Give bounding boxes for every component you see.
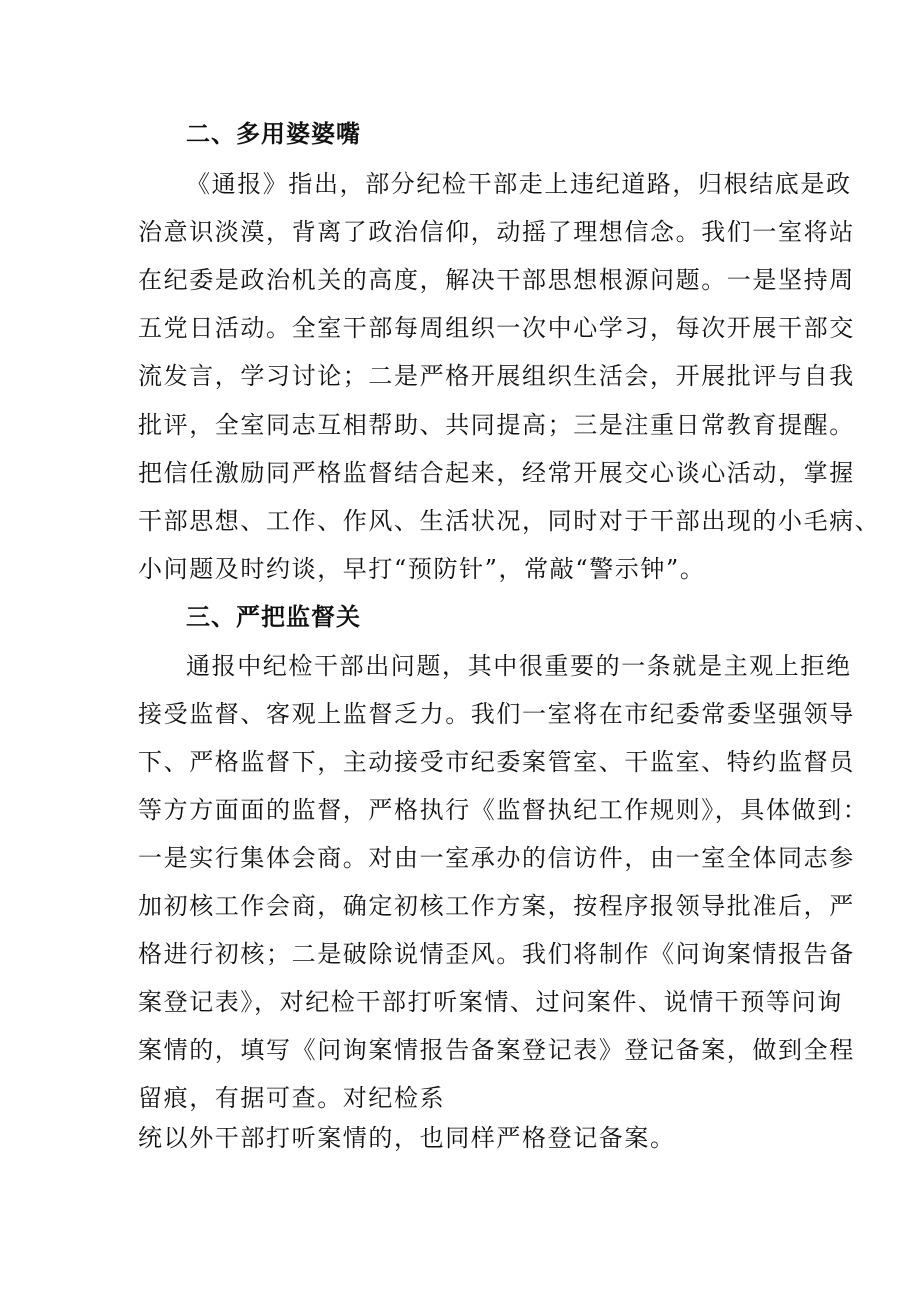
section-heading-3: 三、严把监督关 xyxy=(186,603,361,631)
paragraph-line: 格进行初核；二是破除说情歪风。我们将制作《问询案情报告备 xyxy=(138,940,855,968)
paragraph-line: 通报中纪检干部出问题，其中很重要的一条就是主观上拒绝 xyxy=(186,652,852,680)
paragraph-line: 《通报》指出，部分纪检干部走上违纪道路，归根结底是政 xyxy=(186,170,852,198)
paragraph-line: 留痕，有据可查。对纪检系 xyxy=(138,1084,446,1112)
paragraph-line: 案登记表》，对纪检干部打听案情、过问案件、说情干预等问询 xyxy=(138,988,843,1016)
paragraph-line: 干部思想、工作、作风、生活状况，同时对于干部出现的小毛病、 xyxy=(138,507,881,535)
paragraph-line: 在纪委是政治机关的高度，解决干部思想根源问题。一是坚持周 xyxy=(138,266,855,294)
section-heading-2: 二、多用婆婆嘴 xyxy=(186,120,361,148)
paragraph-line: 案情的，填写《问询案情报告备案登记表》登记备案，做到全程 xyxy=(138,1036,855,1064)
paragraph-line: 把信任激励同严格监督结合起来，经常开展交心谈心活动，掌握 xyxy=(138,459,855,487)
paragraph-line: 下、严格监督下，主动接受市纪委案管室、干监室、特约监督员 xyxy=(138,748,855,776)
paragraph-line: 流发言，学习讨论；二是严格开展组织生活会，开展批评与自我 xyxy=(138,362,855,390)
paragraph-line: 加初核工作会商，确定初核工作方案，按程序报领导批准后，严 xyxy=(138,892,855,920)
paragraph-line: 一是实行集体会商。对由一室承办的信访件，由一室全体同志参 xyxy=(138,844,855,872)
paragraph-line: 等方方面面的监督，严格执行《监督执纪工作规则》，具体做到： xyxy=(138,796,869,824)
paragraph-line: 批评，全室同志互相帮助、共同提高；三是注重日常教育提醒。 xyxy=(138,411,855,439)
paragraph-line: 接受监督、客观上监督乏力。我们一室将在市纪委常委坚强领导 xyxy=(138,700,855,728)
paragraph-line: 五党日活动。全室干部每周组织一次中心学习，每次开展干部交 xyxy=(138,314,855,342)
paragraph-line: 小问题及时约谈，早打“预防针”，常敲“警示钟”。 xyxy=(138,555,706,583)
paragraph-line: 治意识淡漠，背离了政治信仰，动摇了理想信念。我们一室将站 xyxy=(138,218,855,246)
paragraph-line: 统以外干部打听案情的，也同样严格登记备案。 xyxy=(138,1124,676,1152)
